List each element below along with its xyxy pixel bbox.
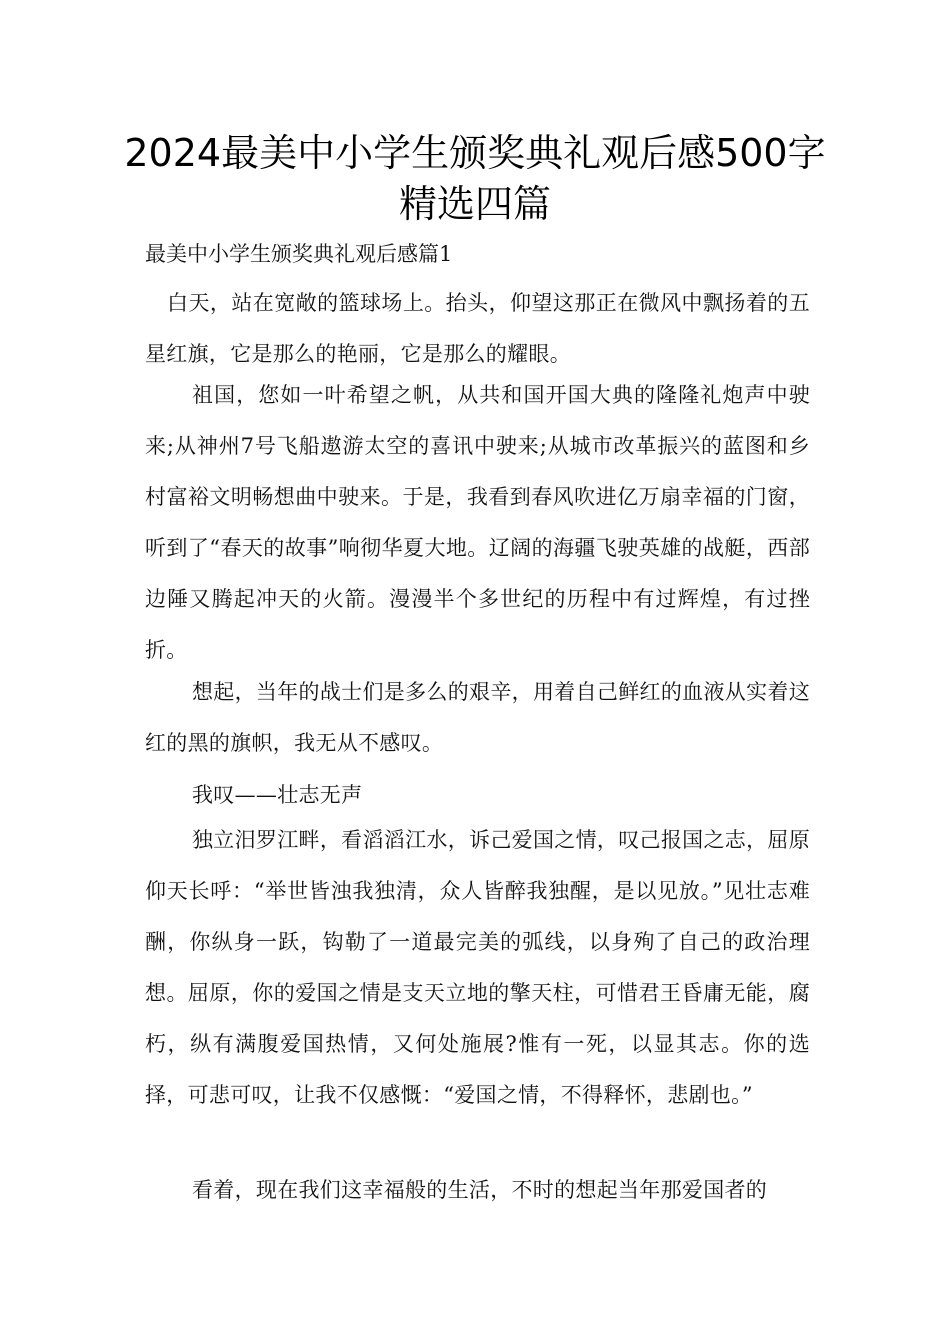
paragraph-1: 白天，站在宽敞的篮球场上。抬头，仰望这那正在微风中飘扬着的五星红旗，它是那么的艳丽，它是那么的耀眼。 (145, 291, 810, 366)
section-heading: 最美中小学生颁奖典礼观后感篇1 (145, 242, 453, 266)
paragraph-2: 祖国，您如一叶希望之帆，从共和国开国大典的隆隆礼炮声中驶来;从神州7号飞船遨游太空的喜讯中驶来;从城市改革振兴的蓝图和乡村富裕文明畅想曲中驶来。于是，我看到春风吹进亿万扇幸福的门窗，听到了“春天的故事”响彻华夏大地。辽阔的海疆飞驶英雄的战艇，西部边陲又腾起冲天的火箭。漫漫半个多世纪的历程中有过辉煌，有过挫折。 (145, 383, 810, 662)
paragraph-6: 看着，现在我们这幸福般的生活，不时的想起当年那爱国者的 (192, 1178, 768, 1202)
paragraph-4: 我叹——壮志无声 (192, 783, 363, 807)
paragraph-3: 想起，当年的战士们是多么的艰辛，用着自己鲜红的血液从实着这红的黑的旗帜，我无从不感叹。 (145, 680, 810, 755)
paragraph-5: 独立汨罗江畔，看滔滔江水，诉己爱国之情，叹己报国之志，屈原仰天长呼：“举世皆浊我独清，众人皆醉我独醒，是以见放。”见壮志难酬，你纵身一跃，钩勒了一道最完美的弧线，以身殉了自己的政治理想。屈原，你的爱国之情是支天立地的擎天柱，可惜君王昏庸无能，腐朽，纵有满腹爱国热情，又何处施展?惟有一死，以显其志。你的选择，可悲可叹，让我不仅感慨：“爱国之情，不得释怀，悲剧也。” (145, 828, 810, 1107)
document-title: 2024最美中小学生颁奖典礼观后感500字精选四篇 (124, 131, 826, 226)
